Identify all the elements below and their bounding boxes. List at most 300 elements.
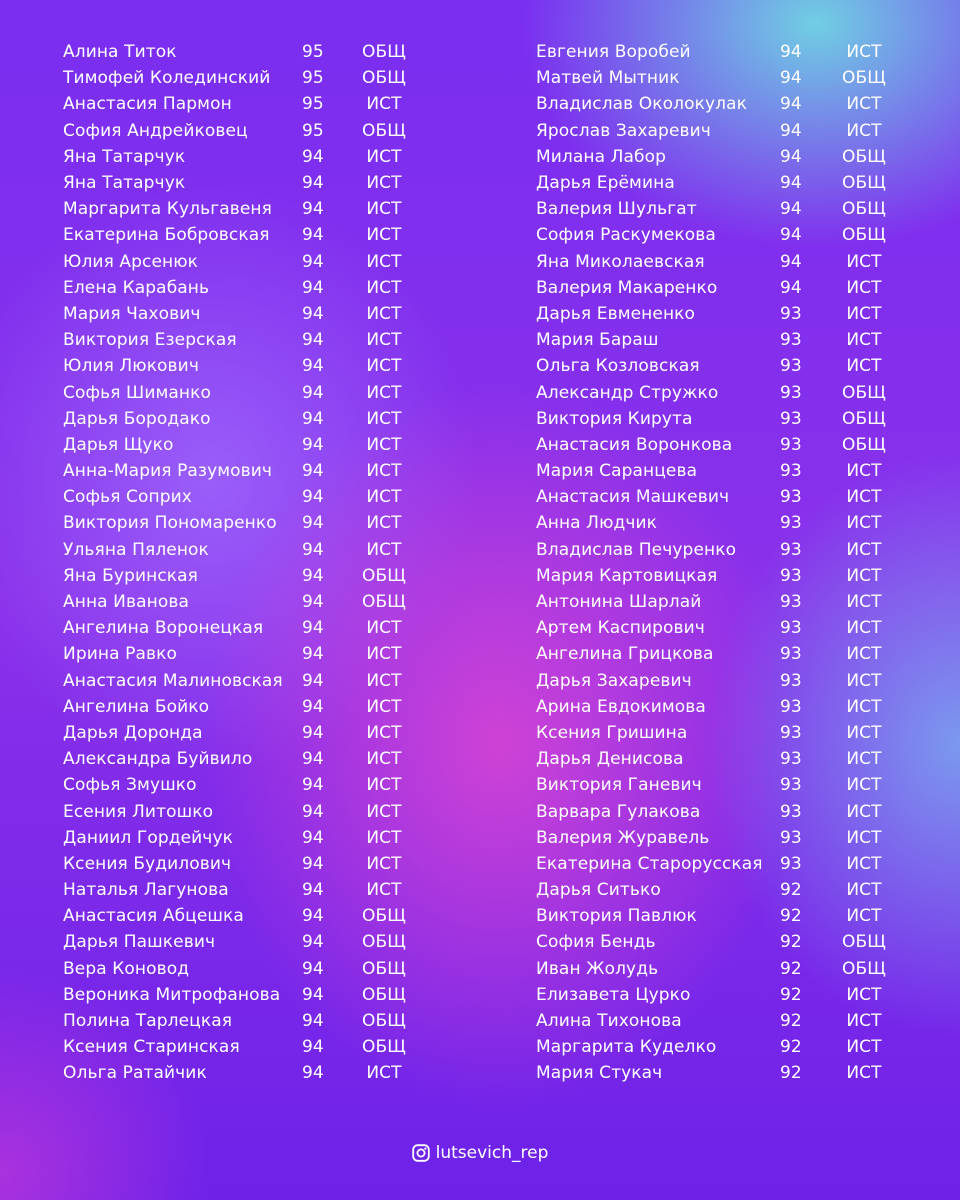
score-value: 94 <box>302 146 324 167</box>
student-name: Дарья Евмененко <box>536 303 696 324</box>
list-item <box>536 982 894 1008</box>
student-name: Мария Стукач <box>536 1063 663 1084</box>
score-value: 94 <box>302 539 324 560</box>
subject-type: ОБЩ <box>362 1011 406 1032</box>
score-value: 92 <box>780 1037 802 1058</box>
results-list-right <box>536 39 894 1087</box>
subject-type: ИСТ <box>366 827 402 848</box>
score-value: 94 <box>302 565 324 586</box>
list-item <box>63 720 414 746</box>
score-value: 93 <box>780 330 802 351</box>
instagram-icon <box>412 1144 430 1162</box>
list-item <box>63 1060 414 1086</box>
student-name: Маргарита Кульгавеня <box>63 199 272 220</box>
score-value: 93 <box>780 618 802 639</box>
list-item <box>536 668 894 694</box>
subject-type: ИСТ <box>846 1063 882 1084</box>
subject-type: ИСТ <box>846 827 882 848</box>
subject-type: ИСТ <box>846 775 882 796</box>
student-name: Валерия Шульгат <box>536 199 697 220</box>
student-name: Ангелина Грицкова <box>536 644 714 665</box>
list-item <box>63 1008 414 1034</box>
list-item <box>536 170 894 196</box>
student-name: Анна Людчик <box>536 513 657 534</box>
score-value: 93 <box>780 775 802 796</box>
subject-type: ИСТ <box>846 330 882 351</box>
list-item <box>63 353 414 379</box>
student-name: София Андрейковец <box>63 120 248 141</box>
student-name: Виктория Кирута <box>536 408 693 429</box>
subject-type: ОБЩ <box>362 42 406 63</box>
student-name: Виктория Езерская <box>63 330 237 351</box>
subject-type: ОБЩ <box>362 592 406 613</box>
subject-type: ИСТ <box>846 984 882 1005</box>
list-item <box>63 432 414 458</box>
list-item <box>63 851 414 877</box>
student-name: Дарья Пашкевич <box>63 932 216 953</box>
student-name: Виктория Павлюк <box>536 906 697 927</box>
student-name: Ульяна Пяленок <box>63 539 209 560</box>
subject-type: ИСТ <box>366 277 402 298</box>
student-name: Артем Каспирович <box>536 618 705 639</box>
list-item <box>536 929 894 955</box>
student-name: Яна Татарчук <box>63 173 186 194</box>
list-item <box>63 982 414 1008</box>
student-name: Екатерина Бобровская <box>63 225 270 246</box>
score-value: 94 <box>302 199 324 220</box>
list-item <box>63 772 414 798</box>
list-item <box>536 798 894 824</box>
score-value: 93 <box>780 382 802 403</box>
student-name: Яна Татарчук <box>63 146 186 167</box>
list-item <box>536 903 894 929</box>
list-item <box>536 301 894 327</box>
score-value: 94 <box>780 120 802 141</box>
list-item <box>63 668 414 694</box>
list-item <box>536 746 894 772</box>
list-item <box>536 118 894 144</box>
subject-type: ИСТ <box>846 513 882 534</box>
score-value: 93 <box>780 592 802 613</box>
score-value: 95 <box>302 120 324 141</box>
score-value: 94 <box>302 487 324 508</box>
score-value: 94 <box>780 94 802 115</box>
list-item <box>63 589 414 615</box>
student-name: София Раскумекова <box>536 225 716 246</box>
student-name: Ксения Гришина <box>536 722 688 743</box>
student-name: Варвара Гулакова <box>536 801 701 822</box>
student-name: Полина Тарлецкая <box>63 1011 233 1032</box>
subject-type: ОБЩ <box>842 173 886 194</box>
student-name: Маргарита Куделко <box>536 1037 717 1058</box>
score-value: 93 <box>780 853 802 874</box>
subject-type: ИСТ <box>366 539 402 560</box>
student-name: Валерия Журавель <box>536 827 710 848</box>
list-item <box>63 327 414 353</box>
list-item <box>536 1034 894 1060</box>
list-item <box>536 563 894 589</box>
subject-type: ИСТ <box>846 853 882 874</box>
footer <box>0 1143 960 1163</box>
score-value: 94 <box>302 330 324 351</box>
subject-type: ИСТ <box>846 749 882 770</box>
list-item <box>63 1034 414 1060</box>
score-value: 94 <box>302 251 324 272</box>
subject-type: ОБЩ <box>362 1037 406 1058</box>
list-item <box>63 510 414 536</box>
list-item <box>63 458 414 484</box>
student-name: Алина Титок <box>63 42 177 63</box>
score-value: 95 <box>302 42 324 63</box>
score-value: 93 <box>780 565 802 586</box>
score-value: 94 <box>302 225 324 246</box>
student-name: Милана Лабор <box>536 146 667 167</box>
list-item <box>536 275 894 301</box>
student-name: Анастасия Малиновская <box>63 670 283 691</box>
list-item <box>536 327 894 353</box>
score-value: 93 <box>780 513 802 534</box>
score-value: 93 <box>780 722 802 743</box>
subject-type: ОБЩ <box>842 434 886 455</box>
score-value: 94 <box>302 722 324 743</box>
subject-type: ОБЩ <box>842 932 886 953</box>
list-item <box>536 222 894 248</box>
score-value: 94 <box>302 592 324 613</box>
student-name: Дарья Денисова <box>536 749 684 770</box>
subject-type: ИСТ <box>366 434 402 455</box>
score-value: 92 <box>780 880 802 901</box>
subject-type: ИСТ <box>366 330 402 351</box>
student-name: Даниил Гордейчук <box>63 827 233 848</box>
score-value: 92 <box>780 906 802 927</box>
list-item <box>63 563 414 589</box>
student-name: Мария Картовицкая <box>536 565 718 586</box>
subject-type: ИСТ <box>846 303 882 324</box>
subject-type: ИСТ <box>846 618 882 639</box>
score-value: 94 <box>780 225 802 246</box>
score-value: 94 <box>302 906 324 927</box>
score-value: 93 <box>780 356 802 377</box>
score-value: 94 <box>302 958 324 979</box>
list-item <box>536 379 894 405</box>
student-name: Виктория Ганевич <box>536 775 702 796</box>
subject-type: ИСТ <box>846 644 882 665</box>
student-name: Наталья Лагунова <box>63 880 229 901</box>
list-item <box>63 484 414 510</box>
subject-type: ИСТ <box>366 670 402 691</box>
score-value: 93 <box>780 408 802 429</box>
list-item <box>536 1060 894 1086</box>
subject-type: ИСТ <box>366 749 402 770</box>
subject-type: ОБЩ <box>842 382 886 403</box>
subject-type: ИСТ <box>366 303 402 324</box>
score-value: 94 <box>302 513 324 534</box>
student-name: Екатерина Старорусская <box>536 853 763 874</box>
subject-type: ИСТ <box>366 618 402 639</box>
subject-type: ИСТ <box>366 644 402 665</box>
subject-type: ИСТ <box>366 696 402 717</box>
list-item <box>63 929 414 955</box>
score-value: 92 <box>780 1011 802 1032</box>
student-name: Мария Бараш <box>536 330 659 351</box>
score-value: 92 <box>780 932 802 953</box>
student-name: Ксения Будилович <box>63 853 232 874</box>
subject-type: ИСТ <box>366 251 402 272</box>
subject-type: ОБЩ <box>842 68 886 89</box>
score-value: 94 <box>302 853 324 874</box>
student-name: Ксения Старинская <box>63 1037 240 1058</box>
score-value: 94 <box>302 382 324 403</box>
score-value: 94 <box>302 932 324 953</box>
list-item <box>536 641 894 667</box>
list-item <box>536 353 894 379</box>
subject-type: ИСТ <box>846 487 882 508</box>
score-value: 94 <box>302 984 324 1005</box>
list-item <box>536 510 894 536</box>
student-name: Анастасия Пармон <box>63 94 232 115</box>
score-value: 94 <box>302 696 324 717</box>
list-item <box>63 275 414 301</box>
student-name: Евгения Воробей <box>536 42 691 63</box>
score-value: 93 <box>780 461 802 482</box>
student-name: Софья Змушко <box>63 775 197 796</box>
student-name: Александра Буйвило <box>63 749 253 770</box>
list-item <box>63 903 414 929</box>
score-value: 93 <box>780 696 802 717</box>
score-value: 94 <box>780 277 802 298</box>
score-value: 94 <box>302 775 324 796</box>
subject-type: ИСТ <box>846 1037 882 1058</box>
student-name: София Бендь <box>536 932 656 953</box>
subject-type: ОБЩ <box>362 906 406 927</box>
list-item <box>536 537 894 563</box>
subject-type: ИСТ <box>846 42 882 63</box>
instagram-handle[interactable]: lutsevich_rep <box>435 1143 549 1163</box>
score-value: 92 <box>780 1063 802 1084</box>
subject-type: ИСТ <box>366 801 402 822</box>
list-item <box>536 694 894 720</box>
list-item <box>63 641 414 667</box>
list-item <box>63 249 414 275</box>
subject-type: ИСТ <box>366 487 402 508</box>
subject-type: ИСТ <box>366 461 402 482</box>
subject-type: ИСТ <box>366 382 402 403</box>
list-item <box>63 406 414 432</box>
score-value: 94 <box>302 618 324 639</box>
student-name: Анна-Мария Разумович <box>63 461 273 482</box>
list-item <box>63 746 414 772</box>
score-value: 94 <box>302 303 324 324</box>
score-value: 94 <box>302 749 324 770</box>
student-name: Матвей Мытник <box>536 68 680 89</box>
score-value: 92 <box>780 958 802 979</box>
subject-type: ИСТ <box>366 775 402 796</box>
score-value: 94 <box>302 827 324 848</box>
list-item <box>536 458 894 484</box>
subject-type: ИСТ <box>366 356 402 377</box>
list-item <box>536 196 894 222</box>
score-value: 94 <box>302 644 324 665</box>
subject-type: ИСТ <box>846 696 882 717</box>
student-name: Ангелина Воронецкая <box>63 618 264 639</box>
student-name: Яна Буринская <box>63 565 198 586</box>
score-value: 94 <box>302 434 324 455</box>
subject-type: ИСТ <box>846 801 882 822</box>
score-value: 94 <box>302 461 324 482</box>
score-value: 93 <box>780 749 802 770</box>
score-value: 94 <box>302 670 324 691</box>
subject-type: ИСТ <box>366 880 402 901</box>
list-item <box>63 65 414 91</box>
subject-type: ИСТ <box>846 670 882 691</box>
score-value: 94 <box>302 801 324 822</box>
score-value: 93 <box>780 303 802 324</box>
subject-type: ИСТ <box>846 94 882 115</box>
subject-type: ИСТ <box>846 539 882 560</box>
score-value: 94 <box>302 356 324 377</box>
score-value: 94 <box>302 1063 324 1084</box>
list-item <box>63 222 414 248</box>
subject-type: ИСТ <box>846 880 882 901</box>
subject-type: ИСТ <box>846 906 882 927</box>
subject-type: ИСТ <box>846 722 882 743</box>
student-name: Есения Литошко <box>63 801 214 822</box>
score-value: 93 <box>780 644 802 665</box>
subject-type: ИСТ <box>846 461 882 482</box>
student-name: Дарья Захаревич <box>536 670 692 691</box>
score-value: 93 <box>780 827 802 848</box>
subject-type: ИСТ <box>846 356 882 377</box>
subject-type: ОБЩ <box>842 408 886 429</box>
score-value: 94 <box>780 199 802 220</box>
score-value: 93 <box>780 434 802 455</box>
list-item <box>63 39 414 65</box>
subject-type: ИСТ <box>366 225 402 246</box>
list-item <box>536 432 894 458</box>
list-item <box>536 65 894 91</box>
list-item <box>63 144 414 170</box>
score-value: 94 <box>780 173 802 194</box>
list-item <box>536 91 894 117</box>
student-name: Александр Стружко <box>536 382 719 403</box>
score-value: 94 <box>302 1037 324 1058</box>
list-item <box>536 484 894 510</box>
student-name: Юлия Люкович <box>63 356 199 377</box>
score-value: 94 <box>780 251 802 272</box>
subject-type: ИСТ <box>846 1011 882 1032</box>
list-item <box>536 720 894 746</box>
student-name: Дарья Ерёмина <box>536 173 675 194</box>
subject-type: ИСТ <box>846 565 882 586</box>
subject-type: ИСТ <box>846 251 882 272</box>
subject-type: ИСТ <box>366 173 402 194</box>
subject-type: ОБЩ <box>362 932 406 953</box>
student-name: Ольга Козловская <box>536 356 700 377</box>
subject-type: ОБЩ <box>842 199 886 220</box>
subject-type: ОБЩ <box>842 958 886 979</box>
subject-type: ИСТ <box>366 146 402 167</box>
student-name: Юлия Арсенюк <box>63 251 199 272</box>
student-name: Арина Евдокимова <box>536 696 706 717</box>
student-name: Ольга Ратайчик <box>63 1063 207 1084</box>
subject-type: ОБЩ <box>842 146 886 167</box>
subject-type: ОБЩ <box>362 68 406 89</box>
student-name: Анастасия Воронкова <box>536 434 733 455</box>
student-name: Валерия Макаренко <box>536 277 718 298</box>
subject-type: ОБЩ <box>362 984 406 1005</box>
list-item <box>63 118 414 144</box>
student-name: Вероника Митрофанова <box>63 984 281 1005</box>
subject-type: ИСТ <box>366 199 402 220</box>
subject-type: ИСТ <box>366 408 402 429</box>
score-value: 93 <box>780 801 802 822</box>
student-name: Ярослав Захаревич <box>536 120 711 141</box>
student-name: Анастасия Машкевич <box>536 487 730 508</box>
list-item <box>536 772 894 798</box>
student-name: Виктория Пономаренко <box>63 513 277 534</box>
score-value: 94 <box>780 42 802 63</box>
score-value: 94 <box>302 1011 324 1032</box>
score-value: 94 <box>302 173 324 194</box>
student-name: Алина Тихонова <box>536 1011 682 1032</box>
student-name: Дарья Бородако <box>63 408 211 429</box>
student-name: Анна Иванова <box>63 592 189 613</box>
subject-type: ИСТ <box>366 513 402 534</box>
student-name: Ирина Равко <box>63 644 177 665</box>
list-item <box>63 694 414 720</box>
subject-type: ОБЩ <box>842 225 886 246</box>
list-item <box>536 615 894 641</box>
subject-type: ОБЩ <box>362 958 406 979</box>
student-name: Мария Саранцева <box>536 461 698 482</box>
subject-type: ИСТ <box>366 1063 402 1084</box>
score-value: 94 <box>780 146 802 167</box>
score-value: 93 <box>780 487 802 508</box>
list-item <box>63 825 414 851</box>
student-name: Софья Соприх <box>63 487 192 508</box>
student-name: Елена Карабань <box>63 277 210 298</box>
list-item <box>536 825 894 851</box>
student-name: Дарья Щуко <box>63 434 174 455</box>
student-name: Мария Чахович <box>63 303 201 324</box>
list-item <box>63 956 414 982</box>
subject-type: ИСТ <box>366 722 402 743</box>
list-item <box>536 956 894 982</box>
student-name: Софья Шиманко <box>63 382 212 403</box>
list-item <box>63 379 414 405</box>
student-name: Тимофей Колединский <box>63 68 271 89</box>
subject-type: ИСТ <box>846 277 882 298</box>
student-name: Вера Коновод <box>63 958 190 979</box>
score-value: 93 <box>780 539 802 560</box>
score-value: 93 <box>780 670 802 691</box>
student-name: Ангелина Бойко <box>63 696 210 717</box>
list-item <box>536 249 894 275</box>
student-name: Владислав Печуренко <box>536 539 737 560</box>
score-value: 95 <box>302 68 324 89</box>
list-item <box>63 301 414 327</box>
score-value: 92 <box>780 984 802 1005</box>
score-value: 94 <box>302 880 324 901</box>
list-item <box>536 39 894 65</box>
list-item <box>63 798 414 824</box>
student-name: Яна Миколаевская <box>536 251 705 272</box>
subject-type: ИСТ <box>366 853 402 874</box>
subject-type: ИСТ <box>846 120 882 141</box>
list-item <box>536 406 894 432</box>
list-item <box>536 144 894 170</box>
student-name: Антонина Шарлай <box>536 592 702 613</box>
